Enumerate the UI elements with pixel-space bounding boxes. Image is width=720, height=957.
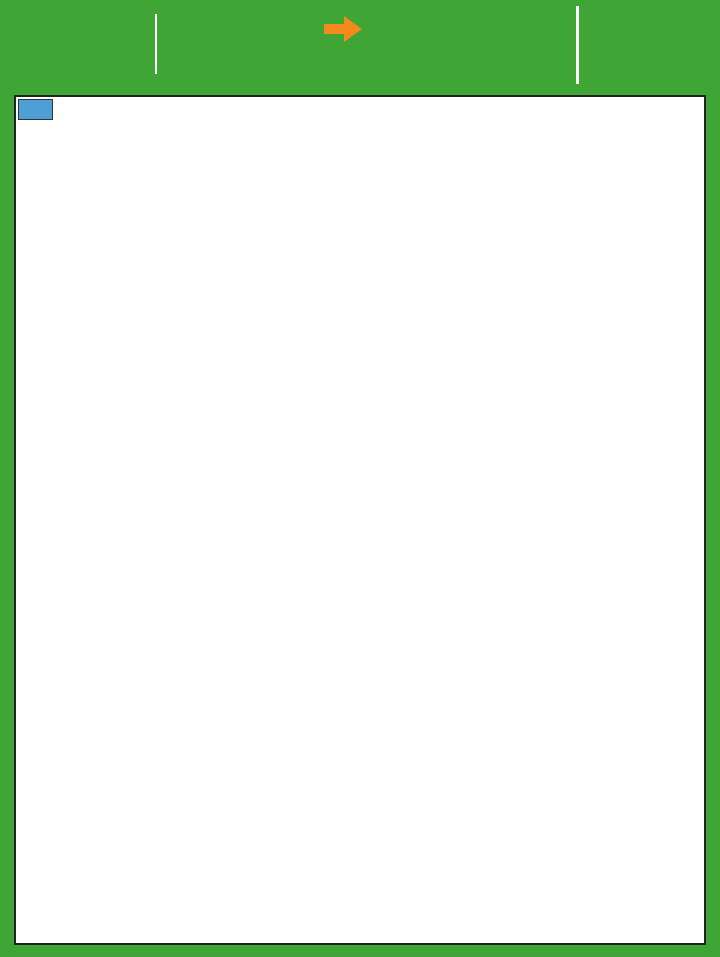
timetable — [18, 99, 704, 120]
route-direction — [318, 16, 368, 42]
arrow-right-icon — [324, 16, 362, 42]
row-index-header — [19, 100, 53, 120]
column-header-row — [19, 100, 705, 120]
notes-section — [18, 853, 704, 943]
header-banner — [0, 0, 720, 90]
ubus-logo — [576, 6, 716, 84]
timetable-panel — [14, 95, 706, 945]
header-divider — [155, 14, 157, 74]
